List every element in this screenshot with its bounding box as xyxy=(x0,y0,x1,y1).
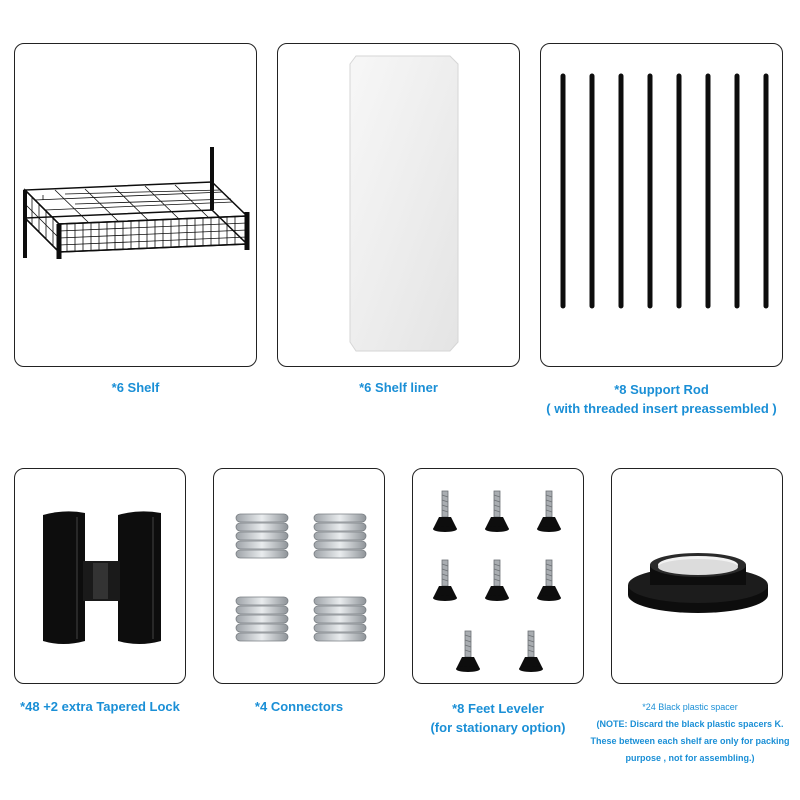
connectors-caption-text: *4 Connectors xyxy=(254,699,344,714)
plastic-spacer-caption-text: *24 Black plastic spacer xyxy=(642,702,738,712)
shelf-liner-caption xyxy=(277,380,520,395)
connector-icon xyxy=(214,469,386,685)
connectors-card xyxy=(213,468,385,684)
connectors-caption xyxy=(213,699,385,714)
tapered-lock-caption xyxy=(0,699,200,714)
feet-leveler-caption-detail: (for stationary option) xyxy=(430,720,566,735)
wire-shelf-icon xyxy=(15,44,258,368)
plastic-spacer-note-2: These between each shelf are only for packing xyxy=(590,736,790,746)
plastic-spacer-note-1: (NOTE: Discard the black plastic spacers K. xyxy=(596,719,784,729)
tapered-lock-icon xyxy=(15,469,187,685)
plastic-spacer-icon xyxy=(612,469,784,685)
support-rod-caption-text: *8 Support Rod xyxy=(614,382,709,397)
support-rod-caption-detail: ( with threaded insert preassembled ) xyxy=(546,401,777,416)
feet-leveler-caption-text: *8 Feet Leveler xyxy=(452,701,544,716)
plastic-spacer-note-3: purpose , not for assembling.) xyxy=(625,753,755,763)
shelf-card xyxy=(14,43,257,367)
plastic-spacer-card xyxy=(611,468,783,684)
shelf-liner-card xyxy=(277,43,520,367)
shelf-caption-text: *6 Shelf xyxy=(111,380,160,395)
tapered-lock-caption-text: *48 +2 extra Tapered Lock xyxy=(20,699,180,714)
plastic-spacer-caption xyxy=(580,699,800,767)
tapered-lock-card xyxy=(14,468,186,684)
shelf-liner-caption-text: *6 Shelf liner xyxy=(359,380,438,395)
feet-leveler-icon xyxy=(413,469,585,685)
support-rod-icon xyxy=(541,44,784,368)
shelf-caption xyxy=(14,380,257,395)
support-rod-caption xyxy=(540,380,783,418)
shelf-liner-icon xyxy=(278,44,521,368)
support-rod-card xyxy=(540,43,783,367)
feet-leveler-caption xyxy=(412,699,584,737)
feet-leveler-card xyxy=(412,468,584,684)
